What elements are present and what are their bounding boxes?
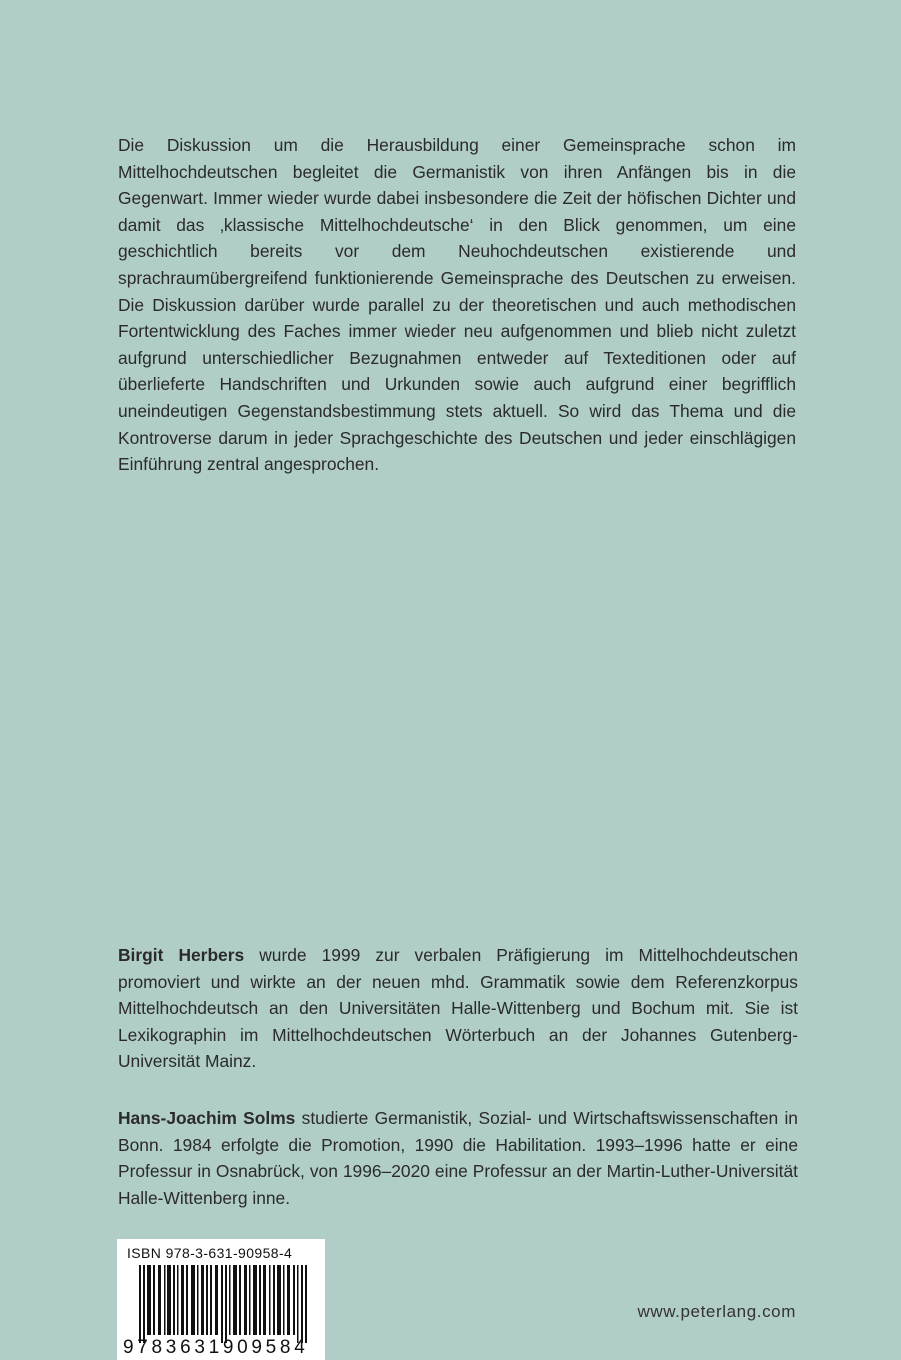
author-bio-herbers (118, 942, 798, 1075)
author-bio-text: studierte Germanistik, Sozial- und Wirtschaftswissenschaften in Bonn. 1984 erfolgte die Promotion, 1990 die Habilitation. 1993–1996 hatte er eine Professur in Osnabrück, von 1996–2020 eine Professur an der Martin-Luther-Universität Halle-Wittenberg inne. (118, 1108, 798, 1208)
author-bio-text: wurde 1999 zur verbalen Präfigierung im Mittelhochdeutschen promoviert und wirkte an der neuen mhd. Grammatik sowie dem Referenzkorpus Mittelhochdeutsch an den Universitäten Halle-Wittenberg und Bochum mit. Sie ist Lexikographin im Mittelhochdeutschen Wörterbuch an der Johannes Gutenberg-Universität Mainz. (118, 945, 799, 1072)
blurb-text: Die Diskussion um die Herausbildung einer Gemeinsprache schon im Mittelhochdeutschen begleitet die Germanistik von ihren Anfängen bis in die Gegenwart. Immer wieder wurde dabei insbesondere die Zeit der höfischen Dichter und damit das ‚klassische Mittelhochdeutsche‘ in den Blick genommen, um eine geschichtlich bereits vor dem Neuhochdeutschen existierende und sprachraumübergreifend funktionierende Gemeinsprache des Deutschen zu erweisen. Die Diskussion darüber wurde parallel zu der theoretischen und auch methodischen Fortentwicklung des Faches immer wieder neu aufgenommen und blieb nicht zuletzt aufgrund unterschiedlicher Bezugnahmen entweder auf Texteditionen oder auf überlieferte Handschriften und Urkunden sowie auch aufgrund einer begrifflich uneindeutigen Gegenstandsbestimmung stets aktuell. So wird das Thema und die Kontroverse darum in jeder Sprachgeschichte des Deutschen und jeder einschlägigen Einführung zentral angesprochen. (118, 135, 796, 475)
barcode-digits: 9783631909584 (123, 1337, 309, 1358)
isbn-barcode-box (117, 1239, 325, 1360)
author-bio-solms (118, 1105, 798, 1211)
publisher-website: www.peterlang.com (637, 1302, 796, 1321)
author-name: Hans-Joachim Solms (118, 1108, 296, 1128)
isbn-label: ISBN 978-3-631-90958-4 (127, 1245, 293, 1261)
author-name: Birgit Herbers (118, 945, 245, 965)
barcode-graphic (139, 1265, 307, 1343)
